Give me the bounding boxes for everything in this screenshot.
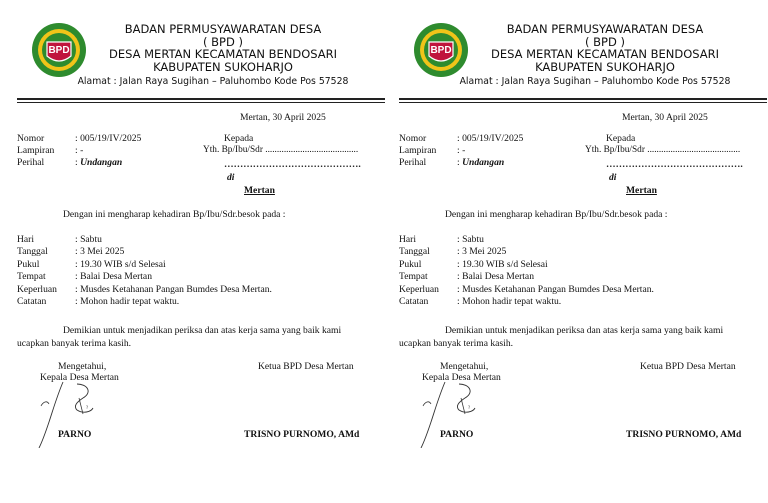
- nomor-value: : 005/19/IV/2025: [75, 133, 142, 144]
- sign-left-title2: Kepala Desa Mertan: [422, 372, 501, 383]
- sign-left-title1: Mengetahui,: [440, 361, 489, 372]
- svg-text:?: ?: [468, 406, 471, 411]
- perihal-subject: Undangan: [80, 157, 123, 168]
- intro-text: Dengan ini mengharap kehadiran Bp/Ibu/Sdr.besok pada :: [445, 209, 668, 220]
- detail-label: Hari: [17, 234, 35, 245]
- intro-text: Dengan ini mengharap kehadiran Bp/Ibu/Sdr.besok pada :: [63, 209, 286, 220]
- logo-text: BPD: [48, 45, 70, 56]
- perihal-colon: :: [457, 157, 463, 168]
- recipient-di: di: [609, 172, 617, 183]
- letterhead: [73, 23, 373, 73]
- closing-line2: ucapkan banyak terima kasih.: [399, 338, 514, 349]
- closing-line1: Demikian untuk menjadikan periksa dan atas kerja sama yang baik kami: [63, 325, 342, 336]
- detail-label: Tempat: [17, 271, 46, 283]
- recipient-yth: Yth. Bp/Ibu/Sdr ........................................: [585, 145, 741, 155]
- detail-label: Tanggal: [399, 246, 430, 258]
- org-name-line4: KABUPATEN SUKOHARJO: [535, 59, 675, 74]
- lampiran-value: : -: [75, 145, 84, 156]
- sign-left-title2: Kepala Desa Mertan: [40, 372, 119, 383]
- sign-right-title: Ketua BPD Desa Mertan: [640, 361, 736, 372]
- perihal-colon: :: [75, 157, 81, 168]
- place-date: Mertan, 30 April 2025: [622, 112, 708, 123]
- detail-label: Catatan: [399, 296, 429, 307]
- recipient-di: di: [227, 172, 235, 183]
- detail-value: : Balai Desa Mertan: [75, 271, 152, 283]
- detail-label: Keperluan: [17, 283, 57, 295]
- detail-label: Keperluan: [399, 283, 439, 295]
- svg-text:?: ?: [86, 406, 89, 411]
- closing-line1: Demikian untuk menjadikan periksa dan atas kerja sama yang baik kami: [445, 325, 724, 336]
- nomor-label: Nomor: [399, 133, 427, 144]
- perihal-value: [457, 157, 504, 168]
- recipient-kepada: Kepada: [606, 133, 636, 144]
- detail-value: : Balai Desa Mertan: [457, 271, 534, 283]
- org-name-line2: ( BPD ): [585, 34, 625, 49]
- header-rule-thin: [17, 102, 385, 103]
- perihal-subject: Undangan: [462, 157, 505, 168]
- letter-copy-left: [13, 0, 385, 503]
- detail-value: : Musdes Ketahanan Pangan Bumdes Desa Mertan.: [75, 283, 272, 295]
- perihal-label: Perihal: [17, 157, 45, 168]
- perihal-label: Perihal: [399, 157, 427, 168]
- detail-value: : Sabtu: [457, 234, 484, 245]
- detail-value: : 3 Mei 2025: [457, 246, 507, 258]
- org-name-line1: BADAN PERMUSYAWARATAN DESA: [124, 22, 322, 36]
- recipient-kepada: Kepada: [224, 133, 254, 144]
- detail-value: : Mohon hadir tepat waktu.: [75, 296, 180, 307]
- detail-label: Hari: [399, 234, 417, 245]
- recipient-dots: …………………………………….: [606, 159, 743, 170]
- detail-label: Tanggal: [17, 246, 48, 258]
- recipient-place: Mertan: [626, 185, 657, 196]
- detail-value: : Mohon hadir tepat waktu.: [457, 296, 562, 307]
- detail-label: Tempat: [399, 271, 428, 283]
- place-date: Mertan, 30 April 2025: [240, 112, 326, 123]
- letterhead-address: Alamat : Jalan Raya Sugihan – Paluhombo Kode Pos 57528: [459, 76, 731, 87]
- recipient-place: Mertan: [244, 185, 275, 196]
- letter-copy-right: [395, 0, 767, 503]
- detail-label: Pukul: [17, 258, 40, 270]
- letterhead: [455, 23, 755, 73]
- detail-label: Pukul: [399, 258, 422, 270]
- detail-label: Catatan: [17, 296, 47, 307]
- sign-right-name: TRISNO PURNOMO, AMd: [626, 429, 742, 440]
- detail-value: : Sabtu: [75, 234, 102, 245]
- org-name-line4: KABUPATEN SUKOHARJO: [153, 59, 293, 74]
- detail-value: : 3 Mei 2025: [75, 246, 125, 258]
- sign-left-name: PARNO: [58, 429, 92, 440]
- header-rule-thick: [17, 98, 385, 100]
- lampiran-value: : -: [457, 145, 466, 156]
- sign-right-title: Ketua BPD Desa Mertan: [258, 361, 354, 372]
- logo-text: BPD: [430, 45, 452, 56]
- detail-value: : 19.30 WIB s/d Selesai: [457, 258, 548, 270]
- org-name-line3: DESA MERTAN KECAMATAN BENDOSARI: [108, 47, 338, 61]
- sign-left-name: PARNO: [440, 429, 474, 440]
- perihal-value: [75, 157, 122, 168]
- nomor-value: : 005/19/IV/2025: [457, 133, 524, 144]
- detail-value: : 19.30 WIB s/d Selesai: [75, 258, 166, 270]
- sign-left-title1: Mengetahui,: [58, 361, 107, 372]
- lampiran-label: Lampiran: [399, 145, 437, 156]
- letterhead-address: Alamat : Jalan Raya Sugihan – Paluhombo Kode Pos 57528: [77, 76, 349, 87]
- sign-right-name: TRISNO PURNOMO, AMd: [244, 429, 360, 440]
- recipient-dots: …………………………………….: [224, 159, 361, 170]
- closing-line2: ucapkan banyak terima kasih.: [17, 338, 132, 349]
- detail-value: : Musdes Ketahanan Pangan Bumdes Desa Mertan.: [457, 283, 654, 295]
- lampiran-label: Lampiran: [17, 145, 55, 156]
- org-name-line3: DESA MERTAN KECAMATAN BENDOSARI: [490, 47, 720, 61]
- header-rule-thick: [399, 98, 767, 100]
- nomor-label: Nomor: [17, 133, 45, 144]
- header-rule-thin: [399, 102, 767, 103]
- recipient-yth: Yth. Bp/Ibu/Sdr ........................................: [203, 145, 359, 155]
- org-name-line2: ( BPD ): [203, 34, 243, 49]
- org-name-line1: BADAN PERMUSYAWARATAN DESA: [506, 22, 704, 36]
